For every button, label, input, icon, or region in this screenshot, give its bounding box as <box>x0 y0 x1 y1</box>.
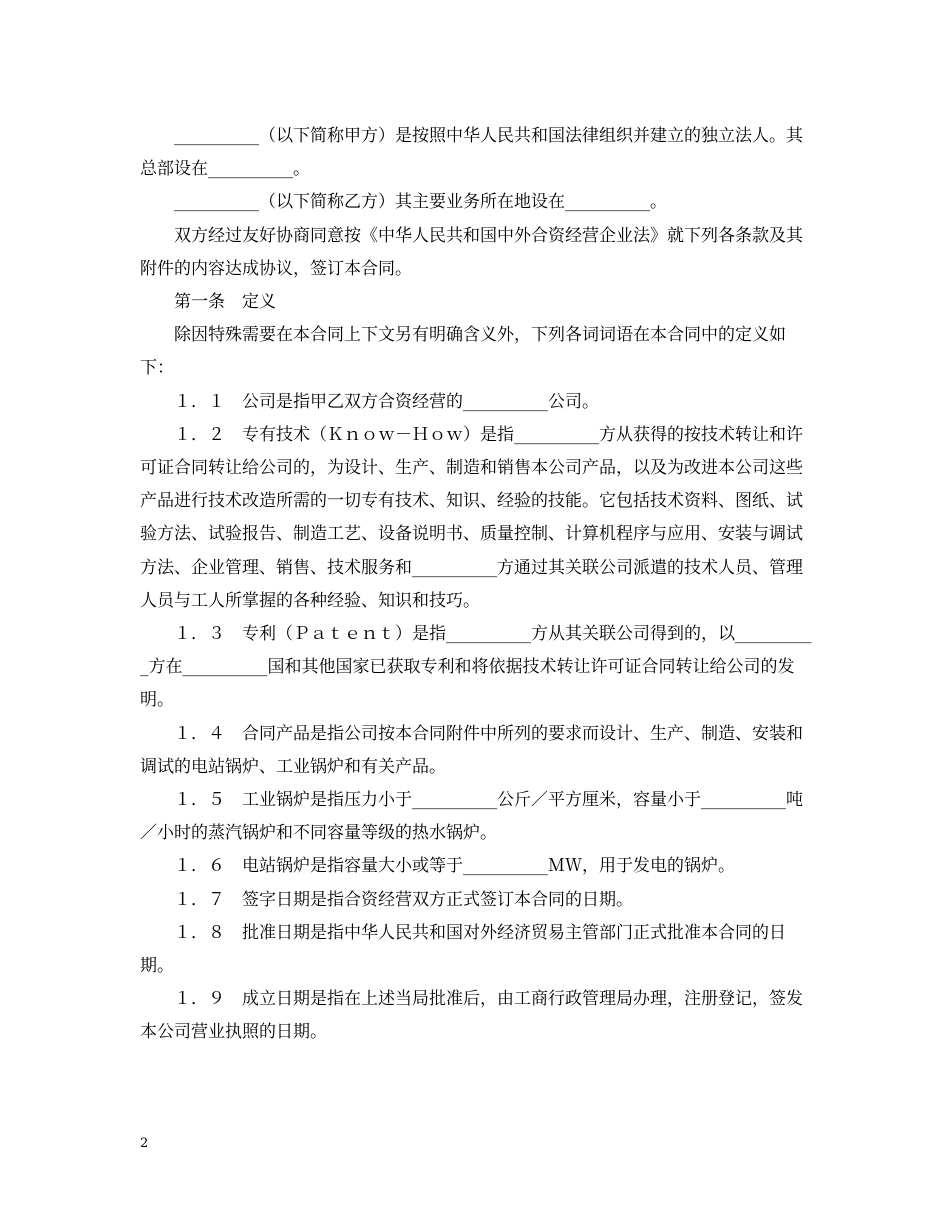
clause-1-4: １．４ 合同产品是指公司按本合同附件中所列的要求而设计、生产、制造、安装和调试的电站锅炉、工业锅炉和有关产品。 <box>140 723 803 777</box>
clause-1-7: １．７ 签字日期是指合资经营双方正式签订本合同的日期。 <box>174 889 633 910</box>
clause-1-6: １．６ 电站锅炉是指容量大小或等于__________ＭＷ，用于发电的锅炉。 <box>174 856 735 877</box>
paragraph-party-b: __________（以下简称乙方）其主要业务所在地设在__________。 <box>174 192 667 213</box>
clause-1-5: １．５ 工业锅炉是指压力小于__________公斤／平方厘米，容量小于__________吨／小时的蒸汽锅炉和不同容量等级的热水锅炉。 <box>140 790 803 844</box>
clause-1-3: １．３ 专利（Ｐａｔｅｎｔ）是指__________方从其关联公司得到的，以__________方在__________国和其他国家已获取专利和将依据技术转让许可证合同转让给公司的发明。 <box>140 624 812 711</box>
clause-1-8: １．８ 批准日期是指中华人民共和国对外经济贸易主管部门正式批准本合同的日期。 <box>140 922 786 977</box>
paragraph-party-a: __________（以下简称甲方）是按照中华人民共和国法律组织并建立的独立法人。其总部设在__________。 <box>140 126 803 180</box>
clause-1-2: １．２ 专有技术（Ｋｎｏｗ－Ｈｏｗ）是指__________方从获得的按技术转让和许可证合同转让给公司的，为设计、生产、制造和销售本公司产品，以及为改进本公司这些产品进行技术改造所需的一切专有技术、知识、经验的技能。它包括技术资料、图纸、试验方法、试验报告、制造工艺、设备说明书、质量控制、计算机程序与应用、安装与调试方法、企业管理、销售、技术服务和__________方通过其关联公司派遣的技术人员、管理人员与工人所掌握的各种经验、知识和技巧。 <box>140 424 803 611</box>
paragraph-definitions-intro: 除因特殊需要在本合同上下文另有明确含义外，下列各词词语在本合同中的定义如下： <box>140 325 786 379</box>
clause-1-1: １．１ 公司是指甲乙双方合资经营的__________公司。 <box>174 391 599 412</box>
paragraph-agreement: 双方经过友好协商同意按《中华人民共和国中外合资经营企业法》就下列各条款及其附件的内容达成协议，签订本合同。 <box>140 225 803 279</box>
document-body <box>140 120 814 1050</box>
clause-1-9: １．９ 成立日期是指在上述当局批准后，由工商行政管理局办理，注册登记，签发本公司营业执照的日期。 <box>140 989 803 1043</box>
article-heading: 第一条 定义 <box>174 292 276 313</box>
page-number: 2 <box>140 1136 149 1151</box>
